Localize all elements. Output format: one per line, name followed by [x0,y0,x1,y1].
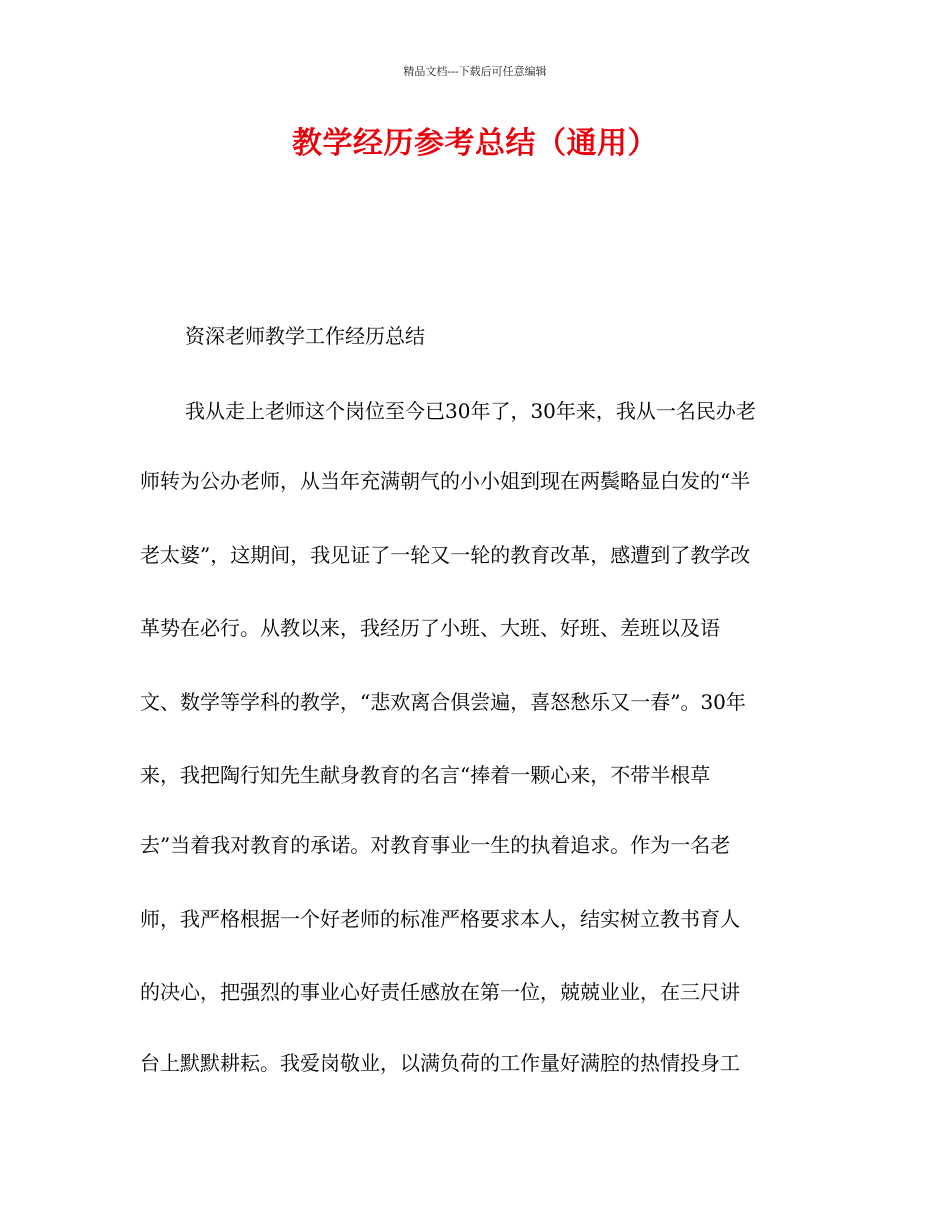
paragraph-line: 师，我严格根据一个好老师的标准严格要求本人，结实树立教书育人 [140,907,740,931]
paragraph-line: 老太婆”，这期间，我见证了一轮又一轮的教育改革，感遭到了教学改 [140,543,751,567]
paragraph-line: 革势在必行。从教以来，我经历了小班、大班、好班、差班以及语 [140,616,720,640]
paragraph-line: 我从走上老师这个岗位至今已30年了，30年来，我从一名民办老 [185,399,756,423]
paragraph-line: 师转为公办老师，从当年充满朝气的小小姐到现在两鬓略显白发的“半 [140,469,751,493]
paragraph-line: 去”当着我对教育的承诺。对教育事业一生的执着追求。作为一名老 [140,833,731,857]
page-header-note: 精品文档---下载后可任意编辑 [403,65,547,78]
document-title: 教学经历参考总结（通用） [292,126,658,161]
paragraph-line: 来，我把陶行知先生献身教育的名言“捧着一颗心来，不带半根草 [140,763,711,787]
section-subheading: 资深老师教学工作经历总结 [185,324,425,348]
paragraph-line: 台上默默耕耘。我爱岗敬业，以满负荷的工作量好满腔的热情投身工 [140,1051,740,1075]
paragraph-line: 文、数学等学科的教学，“悲欢离合俱尝遍，喜怒愁乐又一春”。30年 [140,690,746,714]
paragraph-line: 的决心，把强烈的事业心好责任感放在第一位，兢兢业业，在三尺讲 [140,980,740,1004]
